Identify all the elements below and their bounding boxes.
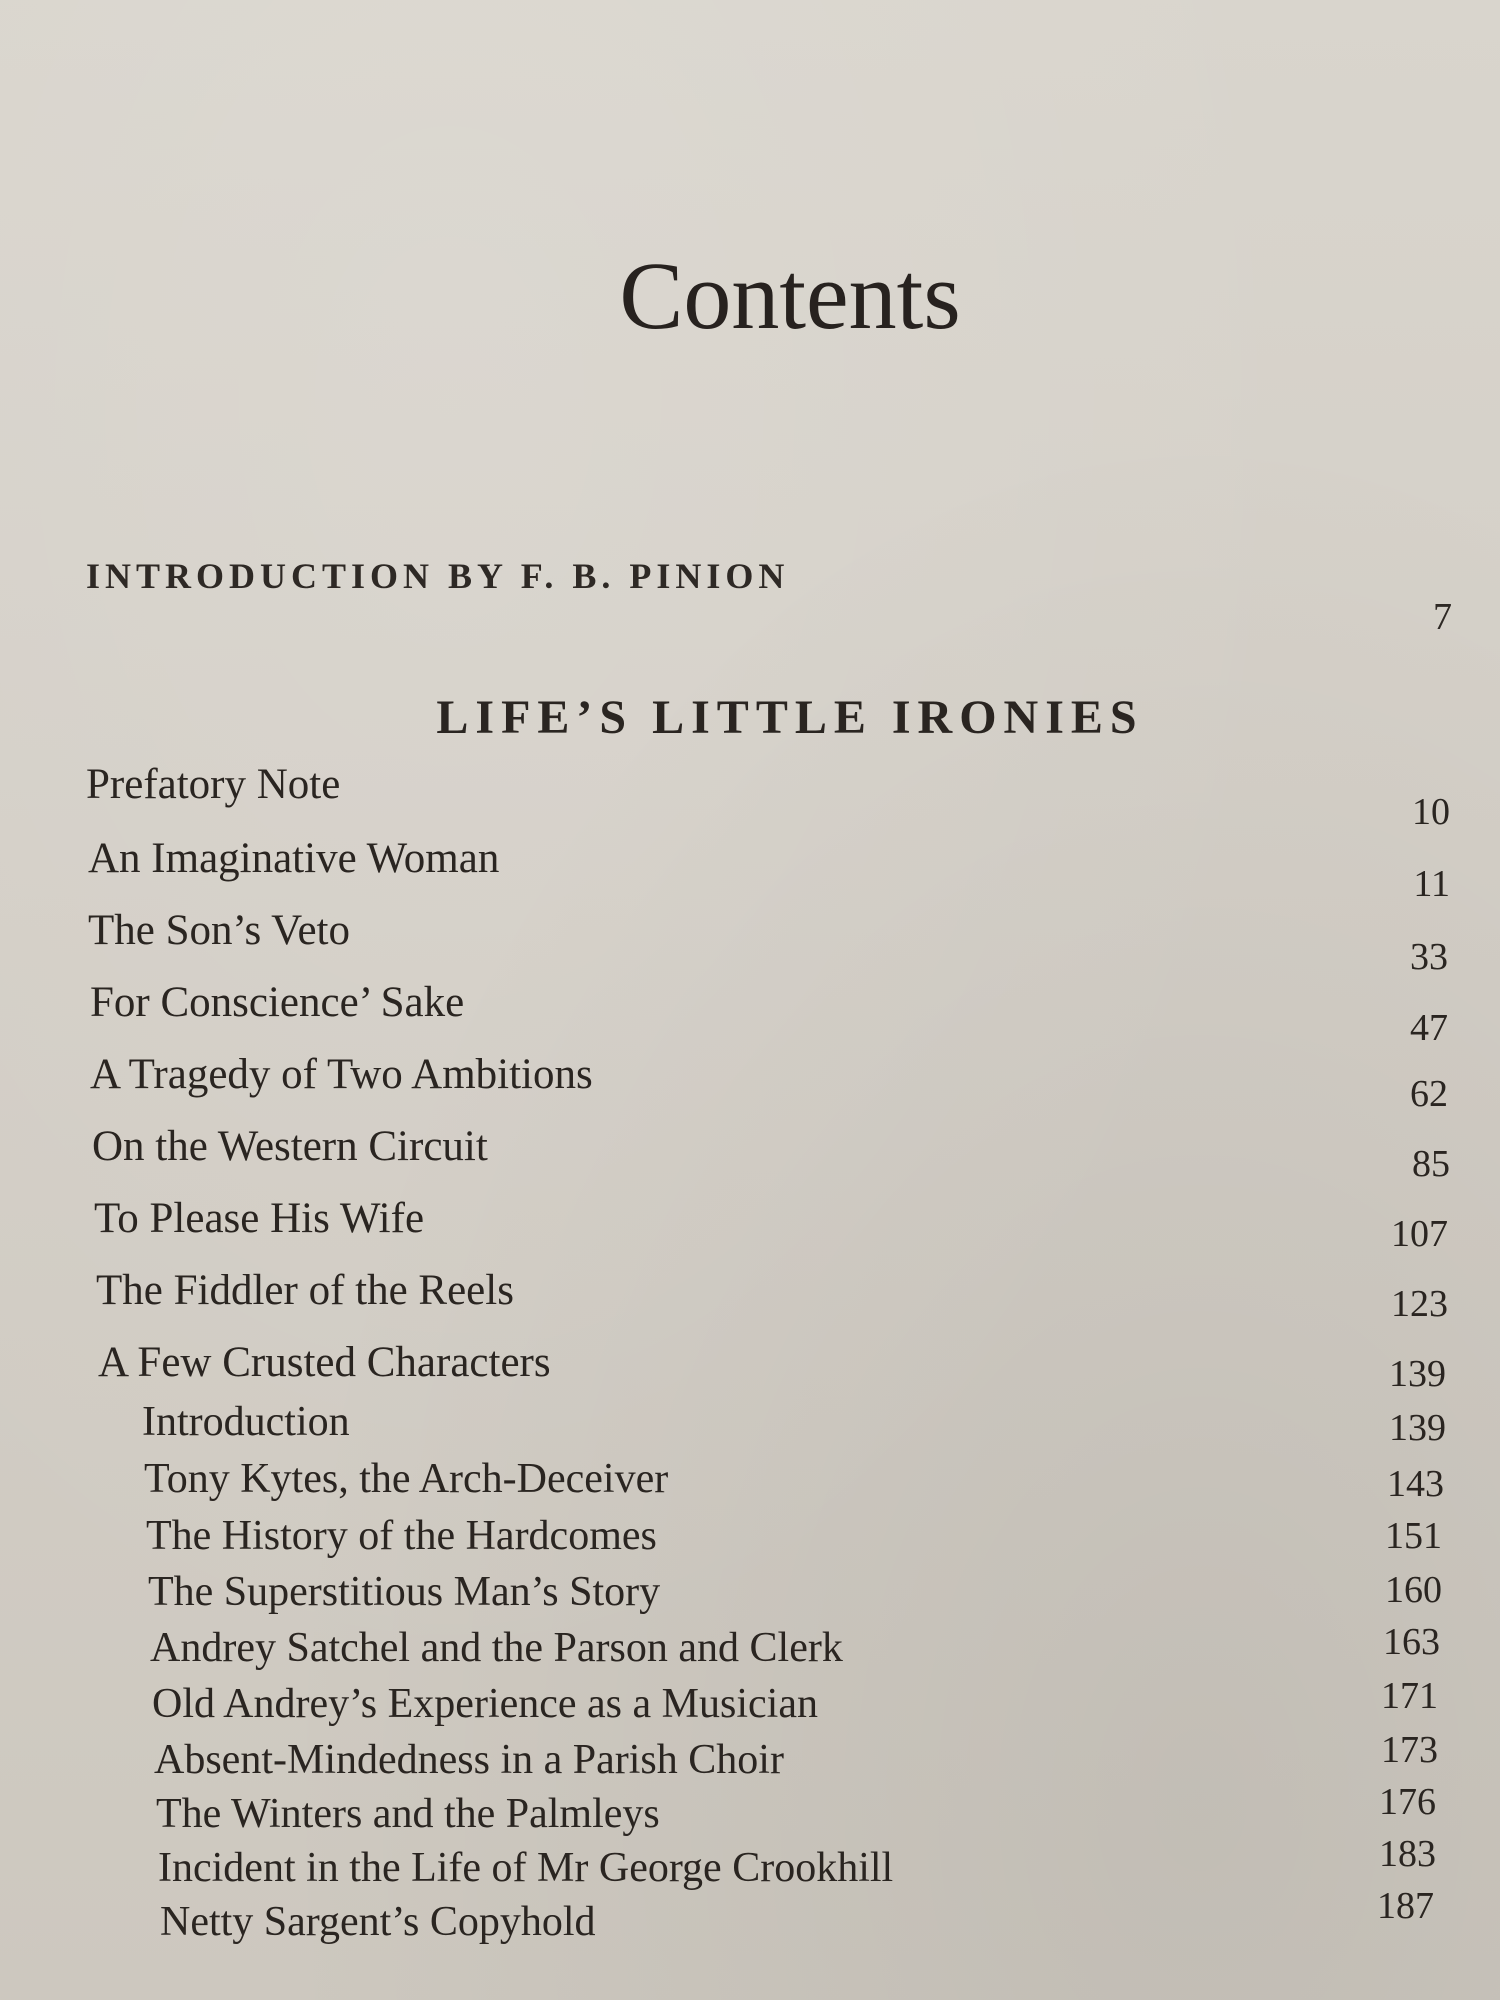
introduction-label: INTRODUCTION BY F. B. PINION [86,556,790,596]
toc-subentry-title: The Superstitious Man’s Story [148,1569,661,1615]
toc-subentry-page-number: 187 [1377,1885,1434,1927]
page-title: Contents [619,242,961,349]
toc-subentry-page-number: 151 [1385,1515,1442,1557]
toc-entry-title: The Fiddler of the Reels [96,1267,514,1314]
toc-subentry-title: Introduction [142,1399,350,1445]
toc-entry-page-number: 11 [1413,863,1450,905]
toc-entry-page-number: 107 [1391,1213,1448,1255]
toc-subentry-title: Tony Kytes, the Arch-Deceiver [144,1456,669,1502]
introduction-page-number: 7 [1433,596,1452,638]
toc-subentry-page-number: 176 [1379,1781,1436,1823]
toc-subentry-title: The History of the Hardcomes [146,1513,657,1559]
toc-subentry-page-number: 160 [1385,1569,1442,1611]
toc-entry-title: A Tragedy of Two Ambitions [90,1051,593,1098]
toc-subentry-title: Absent-Mindedness in a Parish Choir [154,1737,784,1783]
toc-subentry-title: Incident in the Life of Mr George Crookhill [158,1845,894,1891]
toc-subentry-page-number: 173 [1381,1729,1438,1771]
toc-entry-page-number: 62 [1410,1073,1448,1115]
toc-subentry-page-number: 171 [1381,1675,1438,1717]
toc-entry-page-number: 33 [1410,936,1448,978]
toc-entry-title: To Please His Wife [94,1195,425,1242]
section-heading: LIFE’S LITTLE IRONIES [436,691,1144,744]
toc-entry-page-number: 85 [1412,1143,1450,1185]
toc-subentry-page-number: 139 [1389,1407,1446,1449]
toc-subentry-title: The Winters and the Palmleys [156,1791,660,1837]
toc-subentry-page-number: 163 [1383,1621,1440,1663]
toc-entry-page-number: 123 [1391,1283,1448,1325]
toc-entry-title: An Imaginative Woman [88,835,500,882]
toc-entry-title: On the Western Circuit [92,1123,488,1170]
toc-entry-title: A Few Crusted Characters [98,1339,551,1386]
toc-subentry-page-number: 183 [1379,1833,1436,1875]
toc-subentry-page-number: 143 [1387,1463,1444,1505]
toc-entry-title: For Conscience’ Sake [90,979,465,1026]
toc-entry-page-number: 139 [1389,1353,1446,1395]
toc-subentry-title: Old Andrey’s Experience as a Musician [152,1681,818,1727]
toc-entry-page-number: 47 [1410,1007,1448,1049]
toc-entry-page-number: 10 [1412,791,1450,833]
toc-entry-title: The Son’s Veto [88,907,350,954]
toc-subentry-title: Andrey Satchel and the Parson and Clerk [150,1625,843,1671]
toc-entry-title: Prefatory Note [86,761,341,808]
toc-subentry-title: Netty Sargent’s Copyhold [160,1899,596,1945]
